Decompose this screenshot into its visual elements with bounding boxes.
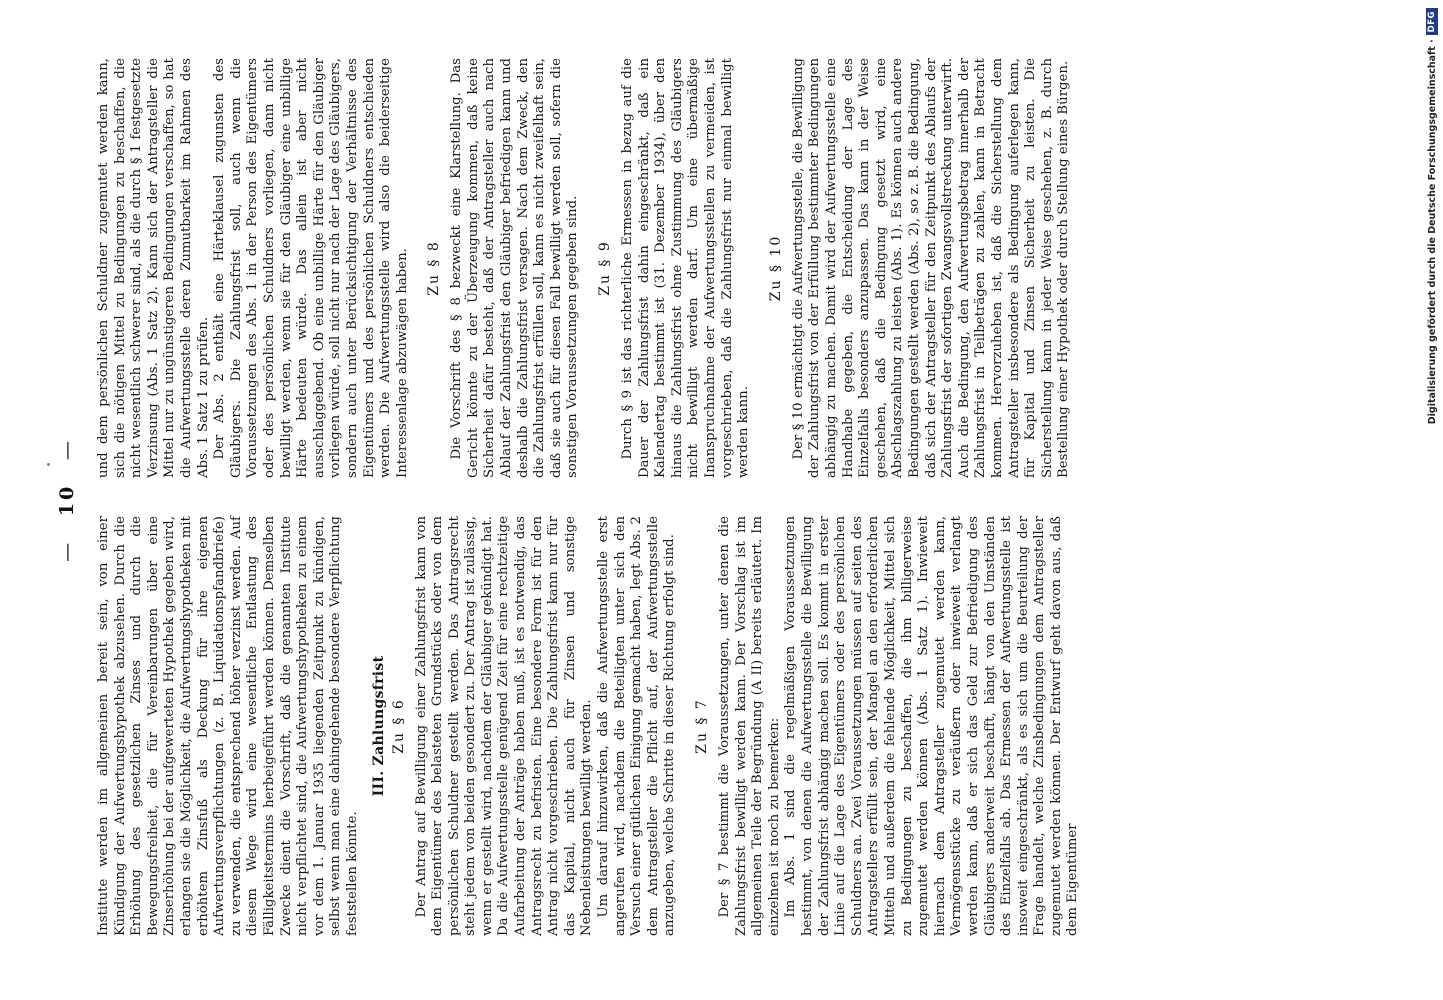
paragraph-institutes: Institute werden im allgemeinen bereit sein, von einer Kündigung der Aufwertungshypothek abzusehen. Durch die Erhöhung des gesetzlichen Zinses und durch die Bewegungsfreiheit, die für Vereinbarungen über eine Zinserhöhung bei der aufgewerteten Hypothek gegeben wird, erlangen sie die Möglichkeit, die Aufwertungshypotheken mit erhöhtem Zinsfuß als Deckung für ihre eigenen Aufwertungsverpflichtungen (z. B. Liquidationspfandbriefe) zu verwenden, die entsprechend höher verzinst werden. Auf diesem Wege wird eine wesentliche Entlastung des Fälligkeitstermins herbeigeführt werden können. Demselben Zwecke dient die Vorschrift, daß die genannten Institute nicht verpflichtet sind, die Aufwertungshypotheken zu einem vor dem 1. Januar 1935 liegenden Zeitpunkt zu kündigen, selbst wenn man eine dahingehende besondere Verpflichtung feststellen könnte. (96, 516, 360, 936)
left-column (96, 516, 1082, 936)
section-heading-zahlungsfrist: III. Zahlungsfrist (370, 655, 387, 797)
page-number-line (56, 0, 78, 1000)
paragraph-ermessen: Durch § 9 ist das richterliche Ermessen in bezug auf die Dauer der Zahlungsfrist dahin eingeschränkt, daß ein Kalendertag bestimmt ist (31. Dezember 1934), über den hinaus die Zahlungsfrist ohne Zustimmung des Gläubigers nicht bewilligt werden darf. Um eine übermäßige Inanspruchnahme der Aufwertungsstellen zu vermeiden, ist vorgeschrieben, daß die Zahlungsfrist nur einmal bewilligt werden kann. (620, 58, 752, 478)
page-number-dash-left: — (56, 539, 78, 562)
dfg-logo: DFG (1426, 8, 1438, 35)
page-number: 10 (56, 483, 78, 517)
paragraph-klarstellung: Die Vorschrift des § 8 bezweckt eine Klarstellung. Das Gericht könnte zu der Überzeugung kommen, daß keine Sicherheit dafür besteht, daß der Antragsteller auch nach Ablauf der Zahlungsfrist den Gläubiger befriedigen kann und deshalb die Zahlungsfrist versagen. Nach dem Zweck, den die Zahlungsfrist erfüllen soll, kann es nicht zweifelhaft sein, daß sie auch für diesen Fall bewilligt werden soll, sofern die sonstigen Voraussetzungen gegeben sind. (449, 58, 581, 478)
paragraph-abs1: Im Abs. 1 sind die regelmäßigen Voraussetzungen bestimmt, von denen die Aufwertungsstelle die Bewilligung der Zahlungsfrist abhängig machen soll. Es kommt in erster Linie auf die Lage des Eigentümers oder des persönlichen Schuldners an. Zwei Voraussetzungen müssen auf seiten des Antragstellers erfüllt sein, der Mangel an den erforderlichen Mitteln und außerdem die fehlende Möglichkeit, Mittel sich zu Bedingungen zu beschaffen, die ihm billigerweise zugemutet werden können (Abs. 1 Satz 1). Inwieweit hiernach dem Antragsteller zugemutet werden kann, Vermögensstücke zu veräußern oder inwieweit verlangt werden kann, daß er sich das Geld zur Befriedigung des Gläubigers anderweit beschafft, hängt von den Umständen des Einzelfalls ab. Das Ermessen der Aufwertungsstelle ist insoweit eingeschränkt, als es sich um die Beurteilung der Frage handelt, welche Zinsbedingungen dem Antragsteller zugemutet werden können. Der Entwurf geht davon aus, daß dem Eigentümer (783, 516, 1081, 936)
digitization-credit-text: Digitalisierung gefördert durch die Deutsche Forschungsgemeinschaft · (1426, 39, 1438, 425)
section-label-6: Zu § 6 (390, 698, 407, 754)
section-label-8: Zu § 8 (426, 240, 443, 296)
right-column (96, 58, 1073, 478)
page-number-dash-right: — (56, 438, 78, 461)
section-label-7: Zu § 7 (694, 698, 710, 754)
digitization-credit (1421, 0, 1443, 1000)
section-label-10: Zu § 10 (767, 234, 784, 302)
paragraph-schuldner: und dem persönlichen Schuldner zugemutet werden kann, sich die nötigen Mittel zu Bedingungen zu beschaffen, die nicht wesentlich schwerer sind, als die durch § 1 festgesetzte Verzinsung (Abs. 1 Satz 2). Kann sich der Antragsteller die Mittel nur zu ungünstigeren Bedingungen verschaffen, so hat die Aufwertungsstelle deren Zumutbarkeit im Rahmen des Abs. 1 Satz 1 zu prüfen. (96, 58, 211, 478)
paragraph-haerteklausel: Der Abs. 2 enthält eine Härteklausel zugunsten des Gläubigers. Die Zahlungsfrist soll, auch wenn die Voraussetzungen des Abs. 1 in der Person des Eigentümers oder des persönlichen Schuldners vorliegen, dann nicht bewilligt werden, wenn sie für den Gläubiger eine unbillige Härte bedeuten würde. Das allein ist aber nicht ausschlaggebend. Ob eine unbillige Härte für den Gläubiger vorliegen würde, soll nicht nur nach der Lage des Gläubigers, sondern auch unter Berücksichtigung der Verhältnisse des Eigentümers und des persönlichen Schuldners entschieden werden. Die Aufwertungsstelle wird also die beiderseitige Interessenlage abzuwägen haben. (212, 58, 410, 478)
paragraph-einigung: Um darauf hinzuwirken, daß die Aufwertungsstelle erst angerufen wird, nachdem die Beteiligten unter sich den Versuch einer gütlichen Einigung gemacht haben, legt Abs. 2 dem Antragsteller die Pflicht auf, der Aufwertungsstelle anzugeben, welche Schritte in dieser Richtung erfolgt sind. (596, 516, 678, 936)
paragraph-bedingungen: Der § 10 ermächtigt die Aufwertungsstelle, die Bewilligung der Zahlungsfrist von der Erfüllung bestimmter Bedingungen abhängig zu machen. Damit wird der Aufwertungsstelle eine Handhabe gegeben, die Entscheidung der Lage des Einzelfalls besonders anzupassen. Das kann in der Weise geschehen, daß die Bedingung gesetzt wird, eine Abschlagszahlung zu leisten (Abs. 1). Es können auch andere Bedingungen gestellt werden (Abs. 2), so z. B. die Bedingung, daß sich der Antragsteller für den Zeitpunkt des Ablaufs der Zahlungsfrist der sofortigen Zwangsvollstreckung unterwirft. Auch die Bedingung, den Aufwertungsbetrag innerhalb der Zahlungsfrist in Teilbeträgen zu zahlen, kann in Betracht kommen. Hervorzuheben ist, daß die Sicherstellung dem Antragsteller insbesondere als Bedingung auferlegen kann, für Kapital und Zinsen Sicherheit zu leisten. Die Sicherstellung kann in jeder Weise geschehen, z. B. durch Bestellung einer Hypothek oder durch Stellung eines Bürgen. (790, 58, 1072, 478)
paragraph-voraussetzungen: Der § 7 bestimmt die Voraussetzungen, unter denen die Zahlungsfrist bewilligt werden kann. Der Vorschlag ist im allgemeinen Teile der Begründung (A II) bereits erläutert. Im einzelnen ist noch zu bemerken: (717, 516, 782, 936)
section-label-9: Zu § 9 (597, 240, 614, 296)
paragraph-antrag: Der Antrag auf Bewilligung einer Zahlungsfrist kann von dem Eigentümer des belasteten Grundstücks oder von dem persönlichen Schuldner gestellt werden. Das Antragsrecht steht jedem von beiden gesondert zu. Der Antrag ist zulässig, wenn er gestellt wird, nachdem der Gläubiger gekündigt hat. Da die Aufwertungsstelle genügend Zeit für eine rechtzeitige Aufarbeitung der Anträge haben muß, ist es notwendig, das Antragsrecht zu befristen. Eine besondere Form ist für den Antrag nicht vorgeschrieben. Die Zahlungsfrist kann nur für das Kapital, nicht auch für Zinsen und sonstige Nebenleistungen bewilligt werden. (413, 516, 595, 936)
scan-speck (47, 463, 50, 466)
